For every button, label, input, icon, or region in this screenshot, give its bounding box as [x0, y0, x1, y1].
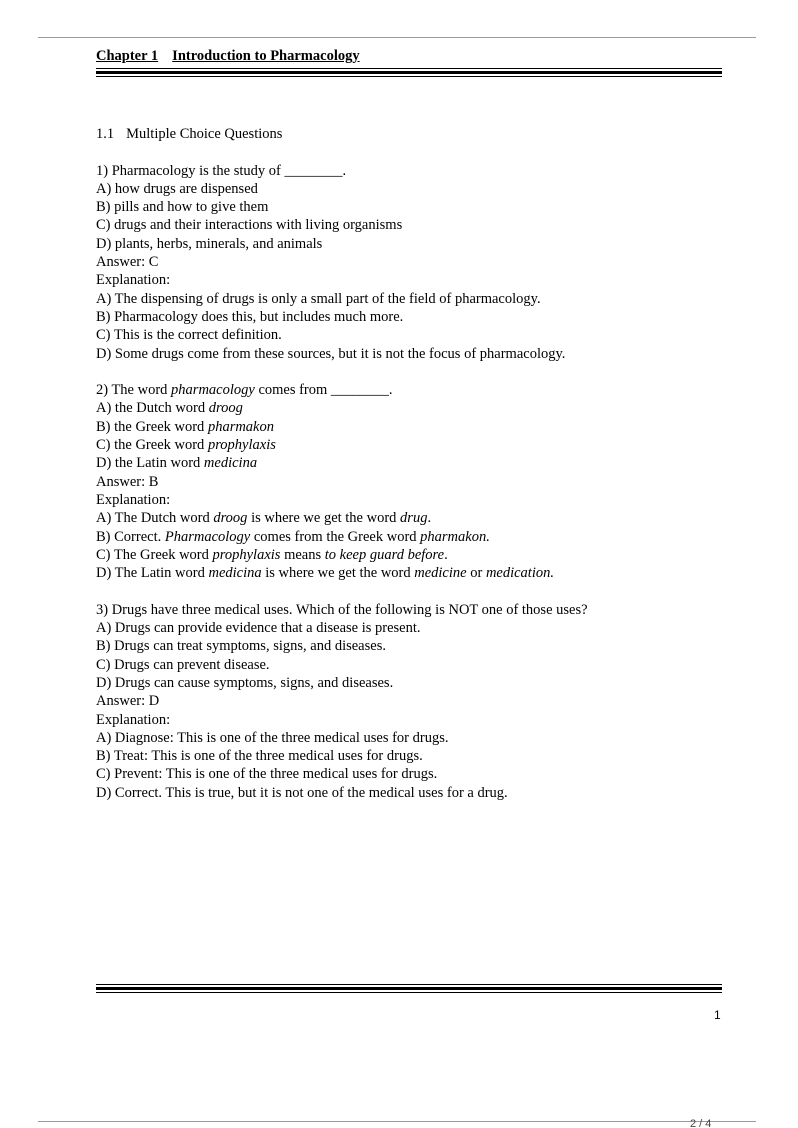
answer-option: [96, 656, 736, 674]
text-segment: B) pills and how to give them: [96, 199, 269, 216]
text-segment: C) Drugs can prevent disease.: [96, 656, 270, 673]
answer-option: [96, 399, 736, 417]
text-segment: comes from the Greek word: [250, 528, 421, 545]
italic-term: medicina: [208, 565, 262, 582]
explanation-label: Explanation:: [96, 711, 171, 728]
viewer-top-divider: [38, 37, 756, 38]
italic-term: to keep guard before: [324, 546, 445, 563]
section-number: 1.1: [96, 126, 115, 142]
explanation-item: [96, 747, 736, 765]
italic-term: Pharmacology: [164, 528, 251, 545]
chapter-number: Chapter 1: [96, 48, 159, 64]
chapter-title: Introduction to Pharmacology: [172, 48, 360, 64]
page-counter: 2 / 4: [690, 1119, 712, 1128]
italic-term: pharmakon: [207, 418, 274, 435]
text-segment: is where we get the word: [261, 565, 415, 582]
text-segment: is where we get the word: [247, 510, 401, 527]
answer-key: Answer: B: [96, 473, 159, 490]
italic-term: prophylaxis: [207, 437, 276, 454]
explanation-item: [96, 546, 736, 564]
text-segment: B) the Greek word: [96, 418, 208, 435]
answer-option: [96, 454, 736, 472]
text-segment: C) the Greek word: [96, 437, 208, 454]
text-segment: B) Treat: This is one of the three medical uses for drugs.: [96, 748, 423, 765]
explanation-item: [96, 784, 736, 802]
answer-option: [96, 180, 736, 198]
question-block: [96, 601, 736, 802]
text-segment: D) Drugs can cause symptoms, signs, and diseases.: [96, 674, 394, 691]
text-segment: or: [466, 565, 486, 582]
text-segment: D) Some drugs come from these sources, but it is not the focus of pharmacology.: [96, 345, 566, 362]
text-segment: A) the Dutch word: [96, 400, 209, 417]
text-segment: comes from ________.: [254, 382, 393, 399]
italic-term: medicine: [414, 565, 467, 582]
text-segment: C) This is the correct definition.: [96, 327, 282, 344]
italic-term: pharmacology: [171, 382, 255, 399]
header-double-rule: [96, 68, 722, 77]
text-segment: A) how drugs are dispensed: [96, 180, 258, 197]
question-block: [96, 162, 736, 363]
section-title: Multiple Choice Questions: [126, 126, 283, 142]
text-segment: .: [427, 510, 432, 527]
explanation-item: [96, 345, 736, 363]
answer-option: [96, 418, 736, 436]
section-heading: [96, 125, 736, 143]
text-segment: C) The Greek word: [96, 546, 213, 563]
answer-option: [96, 619, 736, 637]
explanation-item: [96, 729, 736, 747]
answer-option: [96, 216, 736, 234]
explanation-label: Explanation:: [96, 272, 171, 289]
answer-key: Answer: C: [96, 254, 159, 271]
chapter-header: [96, 48, 360, 65]
explanation-item: [96, 308, 736, 326]
viewer-bottom-divider: [38, 1121, 756, 1122]
explanation-item: [96, 528, 736, 546]
italic-term: droog: [208, 400, 243, 417]
page-content: [96, 125, 736, 820]
text-segment: means: [280, 546, 325, 563]
answer-option: [96, 637, 736, 655]
text-segment: A) Drugs can provide evidence that a disease is present.: [96, 620, 421, 637]
text-segment: A) The Dutch word: [96, 510, 214, 527]
explanation-item: [96, 290, 736, 308]
text-segment: B) Pharmacology does this, but includes much more.: [96, 308, 404, 325]
explanation-item: [96, 765, 736, 783]
text-segment: D) plants, herbs, minerals, and animals: [96, 235, 323, 252]
page-number: 1: [714, 1008, 721, 1022]
answer-option: [96, 198, 736, 216]
explanation-item: [96, 564, 736, 582]
text-segment: 2) The word: [96, 382, 172, 399]
italic-term: prophylaxis: [212, 546, 281, 563]
answer-option: [96, 674, 736, 692]
italic-term: droog: [213, 510, 248, 527]
text-segment: A) The dispensing of drugs is only a small part of the field of pharmacology.: [96, 290, 541, 307]
answer-option: [96, 436, 736, 454]
footer-double-rule: [96, 984, 722, 993]
explanation-label: Explanation:: [96, 491, 171, 508]
text-segment: B) Correct.: [96, 528, 165, 545]
question-stem: [96, 381, 736, 399]
italic-term: medication.: [485, 565, 554, 582]
text-segment: A) Diagnose: This is one of the three medical uses for drugs.: [96, 729, 449, 746]
explanation-item: [96, 509, 736, 527]
text-segment: .: [444, 546, 448, 563]
text-segment: 3) Drugs have three medical uses. Which of the following is NOT one of those uses?: [96, 601, 588, 618]
text-segment: C) Prevent: This is one of the three medical uses for drugs.: [96, 766, 438, 783]
italic-term: pharmakon.: [420, 528, 490, 545]
text-segment: D) The Latin word: [96, 565, 209, 582]
question-block: [96, 381, 736, 582]
text-segment: C) drugs and their interactions with living organisms: [96, 217, 403, 234]
answer-option: [96, 235, 736, 253]
question-list: [96, 162, 736, 802]
explanation-item: [96, 326, 736, 344]
text-segment: D) the Latin word: [96, 455, 204, 472]
question-stem: [96, 601, 736, 619]
question-stem: [96, 162, 736, 180]
answer-key: Answer: D: [96, 693, 160, 710]
text-segment: B) Drugs can treat symptoms, signs, and diseases.: [96, 638, 386, 655]
italic-term: medicina: [203, 455, 258, 472]
italic-term: drug: [400, 510, 428, 527]
text-segment: D) Correct. This is true, but it is not one of the medical uses for a drug.: [96, 784, 508, 801]
text-segment: 1) Pharmacology is the study of ________.: [96, 162, 347, 179]
